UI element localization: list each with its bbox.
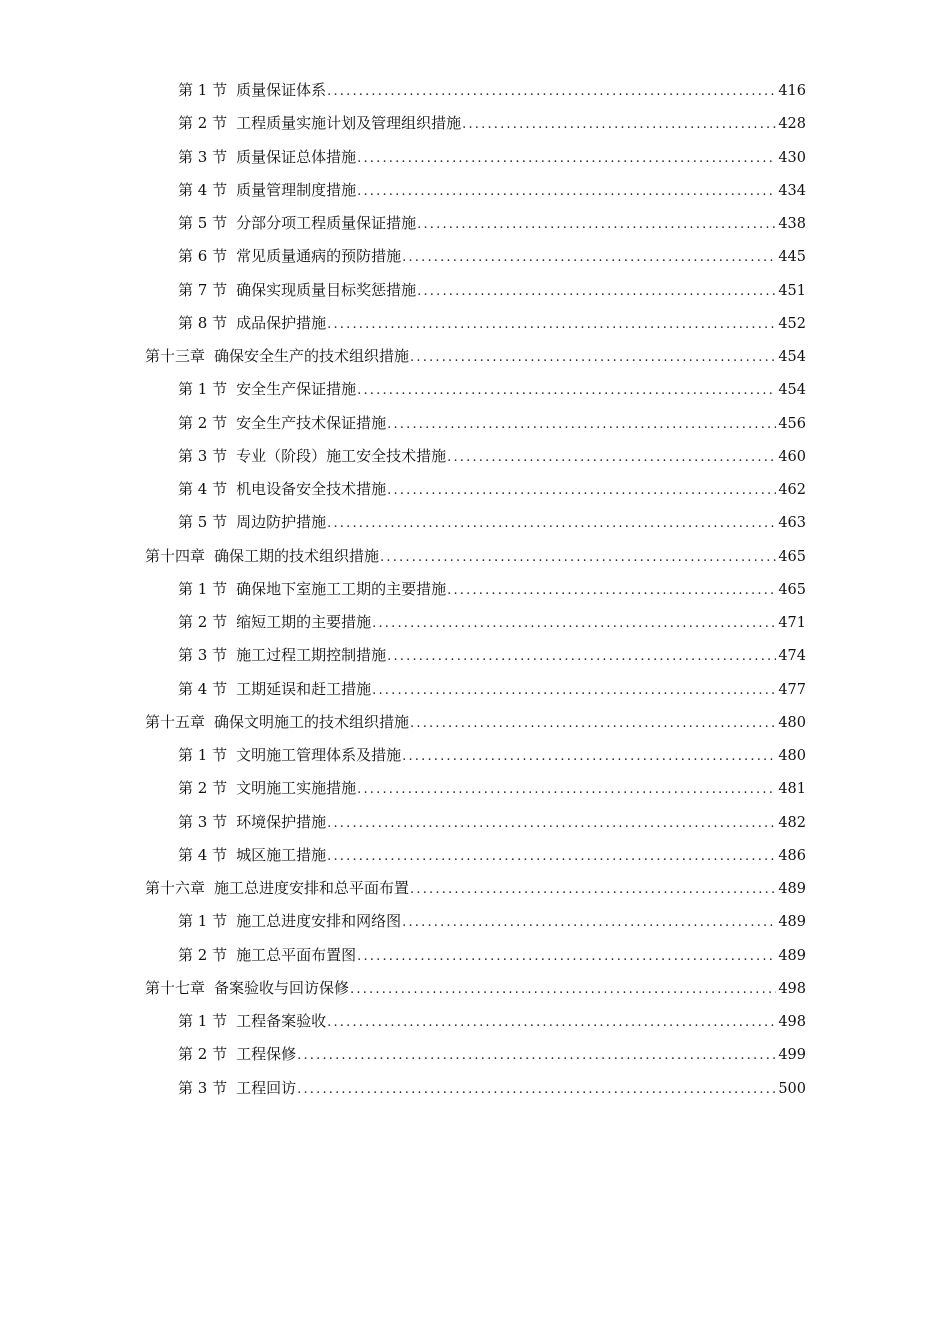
toc-entry-page-number: 471 <box>778 615 806 631</box>
toc-entry-page-number: 463 <box>778 515 806 532</box>
toc-entry-number: 第 5 节 <box>178 513 228 532</box>
toc-entry-number: 第 1 节 <box>178 912 228 931</box>
toc-entry-title: 工程保修 <box>236 1045 297 1064</box>
toc-section-entry[interactable] <box>0 905 950 938</box>
toc-entry-number: 第 2 节 <box>178 413 228 432</box>
dot-leader <box>372 674 776 707</box>
toc-entry-title: 施工总进度安排和网络图 <box>236 912 402 931</box>
toc-entry-number: 第十五章 <box>145 712 206 731</box>
dot-leader <box>462 108 776 141</box>
toc-entry-number: 第十七章 <box>145 978 206 997</box>
dot-leader <box>387 474 776 507</box>
toc-entry-page-number: 489 <box>778 947 806 964</box>
dot-leader <box>410 873 776 906</box>
dot-leader <box>327 1006 776 1039</box>
toc-entry-number: 第十三章 <box>145 347 206 365</box>
toc-entry-page-number: 462 <box>778 482 806 498</box>
toc-entry-title: 文明施工管理体系及措施 <box>236 746 402 764</box>
toc-entry-page-number: 482 <box>778 814 806 831</box>
toc-entry-number: 第 3 节 <box>178 446 228 465</box>
dot-leader <box>447 574 776 607</box>
dot-leader <box>417 275 776 308</box>
toc-entry-title: 分部分项工程质量保证措施 <box>236 214 417 232</box>
toc-section-entry[interactable] <box>0 373 950 406</box>
toc-entry-number: 第 2 节 <box>178 1045 228 1064</box>
toc-entry-page-number: 499 <box>778 1047 806 1064</box>
toc-entry-title: 工期延误和赶工措施 <box>236 679 372 698</box>
toc-entry-number: 第十六章 <box>145 879 206 897</box>
dot-leader <box>357 940 776 973</box>
toc-entry-title: 常见质量通病的预防措施 <box>236 247 402 266</box>
dot-leader <box>417 208 776 241</box>
toc-entry-number: 第 2 节 <box>178 114 228 133</box>
toc-section-entry[interactable] <box>0 473 950 506</box>
dot-leader <box>327 308 776 341</box>
dot-leader <box>387 640 776 673</box>
dot-leader <box>380 541 776 574</box>
toc-entry-number: 第 2 节 <box>178 613 228 631</box>
toc-entry-number: 第 6 节 <box>178 247 228 266</box>
toc-entry-number: 第 4 节 <box>178 845 228 864</box>
toc-entry-page-number: 498 <box>778 1014 806 1030</box>
dot-leader <box>297 1073 776 1106</box>
toc-entry-title: 确保工期的技术组织措施 <box>214 546 380 565</box>
toc-entry-page-number: 416 <box>778 83 806 99</box>
toc-entry-page-number: 434 <box>778 182 806 199</box>
toc-chapter-entry[interactable] <box>0 972 950 1005</box>
toc-entry-page-number: 465 <box>778 548 806 565</box>
toc-entry-page-number: 454 <box>778 382 806 399</box>
dot-leader <box>402 241 776 274</box>
toc-section-entry[interactable] <box>0 573 950 606</box>
toc-section-entry[interactable] <box>0 806 950 839</box>
dot-leader <box>357 773 776 806</box>
toc-section-entry[interactable] <box>0 839 950 872</box>
dot-leader <box>402 740 776 773</box>
toc-entry-number: 第 1 节 <box>178 746 228 764</box>
toc-section-entry[interactable] <box>0 1038 950 1071</box>
toc-entry-number: 第 4 节 <box>178 480 228 498</box>
toc-entry-page-number: 481 <box>778 781 806 798</box>
toc-section-entry[interactable] <box>0 440 950 473</box>
toc-entry-title: 缩短工期的主要措施 <box>236 613 372 631</box>
toc-entry-page-number: 438 <box>778 216 806 232</box>
toc-entry-title: 工程备案验收 <box>236 1012 327 1030</box>
toc-section-entry[interactable] <box>0 739 950 772</box>
dot-leader <box>327 807 776 840</box>
toc-section-entry[interactable] <box>0 240 950 273</box>
toc-entry-number: 第 2 节 <box>178 779 228 798</box>
toc-section-entry[interactable] <box>0 939 950 972</box>
toc-entry-page-number: 480 <box>778 748 806 764</box>
toc-chapter-entry[interactable] <box>0 340 950 373</box>
toc-entry-number: 第 3 节 <box>178 646 228 665</box>
dot-leader <box>447 441 776 474</box>
toc-entry-number: 第 2 节 <box>178 945 228 964</box>
toc-entry-title: 确保文明施工的技术组织措施 <box>214 712 410 731</box>
toc-entry-title: 城区施工措施 <box>236 845 327 864</box>
toc-entry-page-number: 489 <box>778 881 806 897</box>
toc-entry-page-number: 428 <box>778 116 806 133</box>
toc-entry-title: 施工总进度安排和总平面布置 <box>214 879 410 897</box>
toc-entry-page-number: 452 <box>778 315 806 332</box>
dot-leader <box>387 408 776 441</box>
toc-entry-number: 第 1 节 <box>178 579 228 598</box>
toc-entry-page-number: 456 <box>778 415 806 432</box>
toc-entry-title: 施工过程工期控制措施 <box>236 646 387 665</box>
toc-entry-page-number: 445 <box>778 249 806 266</box>
toc-entry-number: 第 3 节 <box>178 1078 228 1097</box>
toc-entry-title: 机电设备安全技术措施 <box>236 480 387 498</box>
toc-entry-title: 工程质量实施计划及管理组织措施 <box>236 114 462 133</box>
dot-leader <box>372 607 776 640</box>
toc-entry-number: 第 5 节 <box>178 214 228 232</box>
toc-section-entry[interactable] <box>0 506 950 539</box>
toc-entry-number: 第 7 节 <box>178 280 228 299</box>
toc-entry-number: 第 4 节 <box>178 679 228 698</box>
toc-entry-title: 工程回访 <box>236 1078 297 1097</box>
toc-section-entry[interactable] <box>0 606 950 639</box>
toc-entry-page-number: 460 <box>778 448 806 465</box>
toc-entry-title: 安全生产技术保证措施 <box>236 413 387 432</box>
toc-entry-page-number: 500 <box>778 1080 806 1097</box>
toc-section-entry[interactable] <box>0 772 950 805</box>
dot-leader <box>402 906 776 939</box>
toc-chapter-entry[interactable] <box>0 540 950 573</box>
toc-entry-title: 周边防护措施 <box>236 513 327 532</box>
toc-entry-title: 质量保证总体措施 <box>236 147 357 166</box>
toc-entry-page-number: 489 <box>778 914 806 931</box>
toc-entry-number: 第 8 节 <box>178 313 228 332</box>
toc-entry-number: 第 4 节 <box>178 180 228 199</box>
toc-entry-title: 质量管理制度措施 <box>236 180 357 199</box>
toc-entry-number: 第 1 节 <box>178 81 228 99</box>
dot-leader <box>297 1039 776 1072</box>
toc-entry-title: 安全生产保证措施 <box>236 380 357 399</box>
toc-chapter-entry[interactable] <box>0 872 950 905</box>
dot-leader <box>410 341 776 374</box>
toc-entry-page-number: 474 <box>778 648 806 665</box>
dot-leader <box>357 374 776 407</box>
dot-leader <box>410 707 776 740</box>
toc-entry-number: 第 3 节 <box>178 147 228 166</box>
toc-entry-number: 第 1 节 <box>178 380 228 399</box>
dot-leader <box>357 175 776 208</box>
toc-entry-title: 备案验收与回访保修 <box>214 978 350 997</box>
toc-entry-title: 确保安全生产的技术组织措施 <box>214 347 410 365</box>
dot-leader <box>327 507 776 540</box>
toc-entry-number: 第 3 节 <box>178 812 228 831</box>
toc-section-entry[interactable] <box>0 274 950 307</box>
table-of-contents <box>0 74 950 1105</box>
toc-section-entry[interactable] <box>0 107 950 140</box>
toc-section-entry[interactable] <box>0 407 950 440</box>
dot-leader <box>327 840 776 873</box>
toc-entry-page-number: 451 <box>778 282 806 299</box>
toc-entry-title: 质量保证体系 <box>236 81 327 99</box>
dot-leader <box>350 973 776 1006</box>
toc-section-entry[interactable] <box>0 74 950 107</box>
toc-entry-page-number: 430 <box>778 149 806 166</box>
toc-section-entry[interactable] <box>0 673 950 706</box>
toc-section-entry[interactable] <box>0 307 950 340</box>
toc-entry-title: 成品保护措施 <box>236 313 327 332</box>
toc-entry-title: 确保地下室施工工期的主要措施 <box>236 579 447 598</box>
toc-section-entry[interactable] <box>0 207 950 240</box>
toc-section-entry[interactable] <box>0 141 950 174</box>
toc-entry-page-number: 465 <box>778 581 806 598</box>
toc-entry-page-number: 477 <box>778 681 806 698</box>
toc-section-entry[interactable] <box>0 1005 950 1038</box>
toc-entry-page-number: 480 <box>778 714 806 731</box>
toc-section-entry[interactable] <box>0 174 950 207</box>
dot-leader <box>327 75 776 108</box>
toc-entry-title: 确保实现质量目标奖惩措施 <box>236 280 417 299</box>
toc-entry-title: 专业（阶段）施工安全技术措施 <box>236 446 447 465</box>
toc-entry-page-number: 498 <box>778 980 806 997</box>
toc-entry-page-number: 486 <box>778 847 806 864</box>
toc-entry-number: 第十四章 <box>145 546 206 565</box>
toc-entry-number: 第 1 节 <box>178 1012 228 1030</box>
toc-entry-title: 施工总平面布置图 <box>236 945 357 964</box>
toc-section-entry[interactable] <box>0 1072 950 1105</box>
toc-entry-page-number: 454 <box>778 349 806 365</box>
toc-entry-title: 环境保护措施 <box>236 812 327 831</box>
toc-chapter-entry[interactable] <box>0 706 950 739</box>
toc-entry-title: 文明施工实施措施 <box>236 779 357 798</box>
toc-section-entry[interactable] <box>0 639 950 672</box>
dot-leader <box>357 142 776 175</box>
